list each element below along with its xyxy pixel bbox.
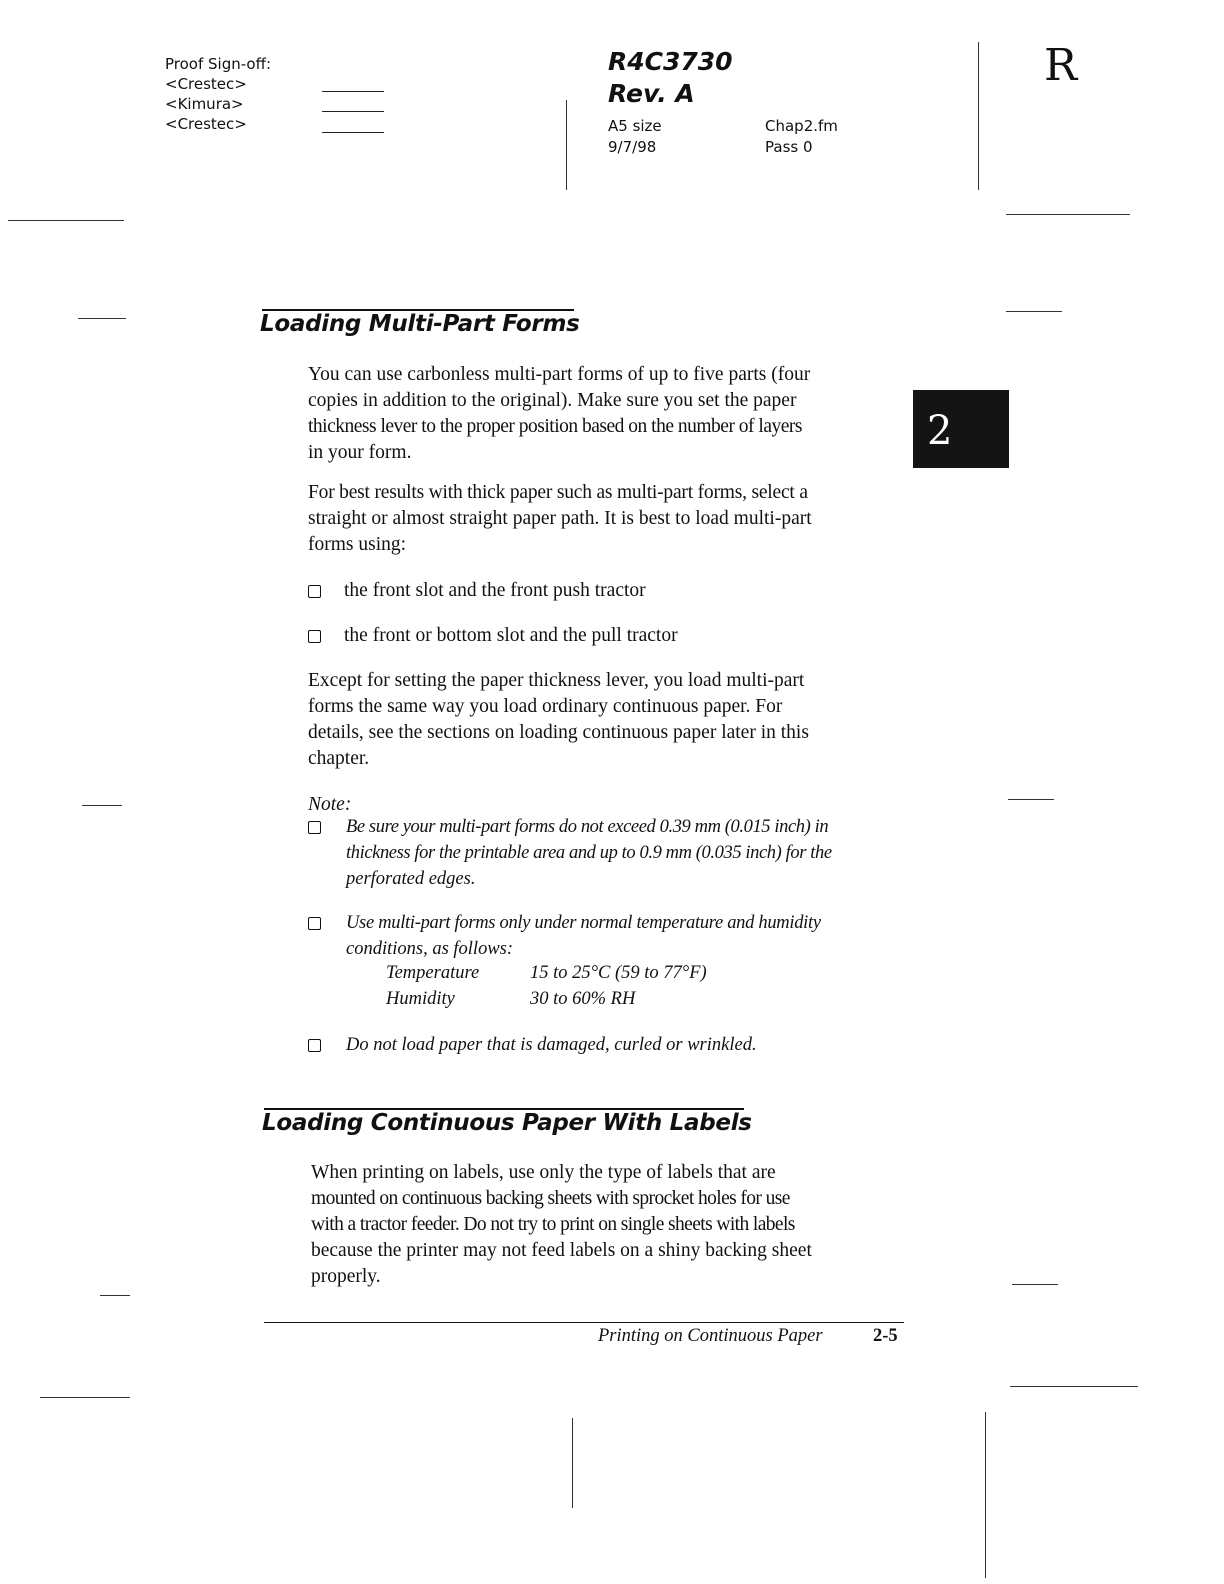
chapter-tab [913, 390, 1009, 468]
document-size: A5 size [608, 117, 662, 135]
paragraph [308, 480, 908, 558]
crop-mark [1008, 799, 1054, 800]
crop-mark [1006, 214, 1130, 215]
document-code: R4C3730 [608, 47, 733, 76]
bullet-text: the front slot and the front push tractor [344, 580, 646, 601]
text-line: forms using: [308, 534, 407, 555]
section-heading: Loading Continuous Paper With Labels [262, 1110, 752, 1136]
footer-rule [264, 1322, 904, 1323]
checkbox-bullet-icon [308, 630, 321, 643]
signature-line [322, 111, 384, 112]
text-line: in your form. [308, 442, 412, 463]
text-line: straight or almost straight paper path. It is best to load multi-part [308, 508, 812, 529]
document-revision: Rev. A [608, 79, 695, 108]
proof-signoff-row: <Crestec> [165, 75, 247, 93]
crop-mark [978, 42, 979, 190]
crop-mark [566, 100, 567, 190]
text-line: thickness lever to the proper position based on the number of layers [308, 416, 802, 437]
chapter-number: 2 [927, 408, 953, 454]
proof-signoff-row: <Crestec> [165, 115, 247, 133]
paragraph [308, 362, 908, 466]
note-label: Note: [308, 794, 352, 815]
crop-mark [82, 805, 122, 806]
crop-mark [1012, 1284, 1058, 1285]
text-line: forms the same way you load ordinary continuous paper. For [308, 696, 783, 717]
bullet-text: the front or bottom slot and the pull tractor [344, 625, 678, 646]
note-line: Use multi-part forms only under normal temperature and humidity [346, 913, 821, 933]
text-line: When printing on labels, use only the type of labels that are [311, 1162, 776, 1183]
note-line: Do not load paper that is damaged, curled or wrinkled. [346, 1035, 757, 1055]
document-meta-left [608, 116, 662, 158]
crop-mark [78, 318, 126, 319]
crop-mark [40, 1397, 130, 1398]
text-line: mounted on continuous backing sheets with sprocket holes for use [311, 1188, 790, 1209]
section-heading: Loading Multi-Part Forms [260, 311, 580, 337]
proof-signoff-block [165, 54, 271, 134]
checkbox-bullet-icon [308, 917, 321, 930]
note-line: conditions, as follows: [346, 939, 514, 959]
text-line: with a tractor feeder. Do not try to print on single sheets with labels [311, 1214, 795, 1235]
note-item [308, 1032, 908, 1058]
crop-mark [985, 1412, 986, 1578]
paragraph [308, 668, 908, 772]
text-line: For best results with thick paper such as multi-part forms, select a [308, 482, 808, 503]
document-meta-right [765, 116, 838, 158]
crop-mark [1010, 1386, 1138, 1387]
document-pass: Pass 0 [765, 138, 813, 156]
note-line: perforated edges. [346, 869, 476, 889]
bullet-item [308, 623, 678, 649]
note-line: thickness for the printable area and up to 0.9 mm (0.035 inch) for the [346, 843, 832, 863]
text-line: You can use carbonless multi-part forms of up to five parts (four [308, 364, 811, 385]
checkbox-bullet-icon [308, 1039, 321, 1052]
condition-value: 30 to 60% RH [530, 989, 636, 1009]
crop-mark [1006, 311, 1062, 312]
corner-mark: R [1044, 40, 1078, 91]
note-item [308, 910, 908, 962]
proof-signoff-row: <Kimura> [165, 95, 244, 113]
note-line: Be sure your multi-part forms do not exceed 0.39 mm (0.015 inch) in [346, 817, 829, 837]
proof-signoff-title: Proof Sign-off: [165, 55, 271, 73]
document-date: 9/7/98 [608, 138, 657, 156]
text-line: details, see the sections on loading continuous paper later in this [308, 722, 809, 743]
checkbox-bullet-icon [308, 585, 321, 598]
checkbox-bullet-icon [308, 821, 321, 834]
text-line: Except for setting the paper thickness lever, you load multi-part [308, 670, 805, 691]
document-file: Chap2.fm [765, 117, 838, 135]
condition-value: 15 to 25°C (59 to 77°F) [530, 963, 707, 983]
text-line: copies in addition to the original). Make sure you set the paper [308, 390, 797, 411]
bullet-item [308, 578, 646, 604]
document-code-block [608, 46, 733, 110]
text-line: because the printer may not feed labels on a shiny backing sheet [311, 1240, 812, 1261]
crop-mark [8, 220, 124, 221]
signature-line [322, 91, 384, 92]
condition-label: Humidity [386, 989, 455, 1009]
crop-mark [100, 1295, 130, 1296]
condition-label: Temperature [386, 963, 480, 983]
running-footer-title: Printing on Continuous Paper [598, 1326, 823, 1346]
crop-mark [572, 1418, 573, 1508]
text-line: chapter. [308, 748, 370, 769]
note-item [308, 814, 908, 892]
page-number: 2-5 [873, 1326, 898, 1346]
signature-line [322, 132, 384, 133]
text-line: properly. [311, 1266, 381, 1287]
paragraph [311, 1160, 911, 1290]
